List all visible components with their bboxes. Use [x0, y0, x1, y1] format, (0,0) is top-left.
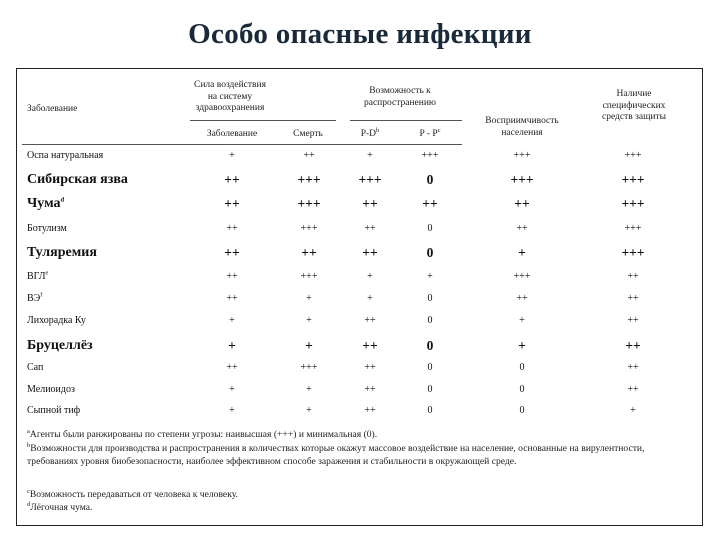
- score-cell: +: [427, 271, 433, 282]
- score-cell: +: [306, 384, 312, 395]
- score-cell: ++: [627, 315, 639, 326]
- score-cell: ++: [226, 293, 238, 304]
- footnote-text: Возможность передаваться от человека к человеку.: [29, 489, 238, 500]
- header-impact-death: Смерть: [293, 129, 323, 139]
- footnote: [27, 488, 697, 501]
- score-cell: +: [367, 293, 373, 304]
- footnote-marker: a: [27, 427, 30, 435]
- score-cell: 0: [427, 362, 433, 373]
- header-susceptibility: [462, 116, 582, 139]
- score-cell: +++: [300, 223, 318, 234]
- disease-name-text: Сыпной тиф: [27, 405, 81, 416]
- header-impact-line: здравоохранения: [195, 103, 265, 113]
- disease-name: [27, 271, 48, 282]
- page-title: Особо опасные инфекции: [188, 18, 532, 50]
- score-cell: +: [518, 338, 526, 353]
- disease-name: [27, 196, 64, 212]
- header-divider: [350, 120, 462, 121]
- disease-name: [27, 384, 75, 395]
- score-cell: 0: [426, 338, 434, 353]
- score-cell: +++: [300, 362, 318, 373]
- footnote-marker: b: [27, 441, 31, 449]
- footnote: [27, 428, 697, 441]
- score-cell: +: [306, 293, 312, 304]
- score-cell: +: [306, 315, 312, 326]
- header-divider: [190, 120, 336, 121]
- disease-name: [27, 172, 128, 188]
- score-cell: ++: [364, 362, 376, 373]
- score-cell: ++: [226, 362, 238, 373]
- header-spread-pd: [340, 126, 400, 141]
- footnote-marker: b: [376, 126, 380, 134]
- footnote-text: Возможности для производства и распространения в количествах которые окажут массовое воздействие на население, основанные на вирулентности, требованиях уровня биобезопасности, наиболее эффективном способе заражения и стабильности в окружающей среде.: [27, 443, 645, 468]
- score-cell: ++: [625, 338, 641, 353]
- score-cell: +: [228, 338, 236, 353]
- header-impact-group: [180, 80, 280, 115]
- score-cell: ++: [224, 172, 240, 187]
- header-spread-pp-text: P - P: [419, 129, 438, 139]
- score-cell: +: [229, 405, 235, 416]
- score-cell: 0: [519, 405, 525, 416]
- disease-name: [27, 315, 86, 326]
- footnote-marker: d: [27, 500, 31, 508]
- header-spread-pp: [400, 126, 460, 141]
- score-cell: +++: [624, 150, 642, 161]
- score-cell: +++: [513, 271, 531, 282]
- score-cell: 0: [519, 384, 525, 395]
- score-cell: +++: [621, 172, 645, 187]
- disease-name-text: Лихорадка Ку: [27, 315, 86, 326]
- score-cell: ++: [627, 384, 639, 395]
- score-cell: ++: [301, 245, 317, 260]
- score-cell: 0: [519, 362, 525, 373]
- score-cell: ++: [362, 338, 378, 353]
- footnote-marker: c: [27, 487, 30, 495]
- score-cell: +: [630, 405, 636, 416]
- footnote: [27, 442, 697, 469]
- disease-name-text: Сап: [27, 362, 44, 373]
- disease-name: [27, 223, 67, 234]
- disease-name: [27, 362, 43, 373]
- footnote-marker: c: [437, 126, 441, 134]
- score-cell: 0: [427, 223, 433, 234]
- disease-name-text: Бруцеллёз: [27, 338, 93, 353]
- header-spread-line: распространению: [363, 97, 437, 108]
- score-cell: +++: [421, 150, 439, 161]
- score-cell: +: [229, 150, 235, 161]
- score-cell: ++: [627, 271, 639, 282]
- score-cell: ++: [226, 271, 238, 282]
- score-cell: +: [306, 405, 312, 416]
- disease-name: [27, 150, 103, 161]
- disease-name-text: Туляремия: [27, 245, 97, 260]
- footnote-marker: e: [45, 269, 49, 277]
- header-susceptibility-line: Восприимчивость: [485, 116, 559, 126]
- score-cell: +++: [513, 150, 531, 161]
- score-cell: ++: [364, 223, 376, 234]
- header-impact-line: Сила воздействия: [194, 80, 266, 90]
- score-cell: ++: [224, 245, 240, 260]
- score-cell: +++: [297, 196, 321, 211]
- disease-name-text: Сибирская язва: [27, 172, 128, 187]
- score-cell: +++: [358, 172, 382, 187]
- header-impact-line: на систему: [207, 91, 253, 102]
- header-bottom-rule: [22, 144, 462, 145]
- score-cell: ++: [627, 362, 639, 373]
- disease-name: [27, 405, 80, 416]
- disease-name-text: Чума: [27, 196, 61, 211]
- score-cell: ++: [226, 223, 238, 234]
- score-cell: 0: [426, 245, 434, 260]
- footnote-text: Агенты были ранжированы по степени угрозы: наивысшая (+++) и минимальная (0).: [29, 429, 378, 440]
- score-cell: +++: [510, 172, 534, 187]
- disease-name-text: ВГЛ: [27, 271, 46, 282]
- score-cell: ++: [362, 245, 378, 260]
- disease-name-text: Мелиоидоз: [27, 384, 75, 395]
- score-cell: +: [229, 384, 235, 395]
- header-spread-line: Возможность к: [369, 86, 431, 96]
- score-cell: +: [519, 315, 525, 326]
- disease-name: [27, 245, 97, 261]
- score-cell: +: [367, 271, 373, 282]
- score-cell: 0: [426, 172, 434, 187]
- disease-name-text: Оспа натуральная: [27, 150, 104, 161]
- score-cell: ++: [364, 384, 376, 395]
- disease-name-text: Ботулизм: [27, 223, 67, 234]
- score-cell: ++: [516, 223, 528, 234]
- score-cell: +++: [297, 172, 321, 187]
- disease-name-text: ВЭ: [27, 293, 41, 304]
- score-cell: +: [229, 315, 235, 326]
- score-cell: +++: [621, 196, 645, 211]
- score-cell: ++: [224, 196, 240, 211]
- score-cell: +: [518, 245, 526, 260]
- header-protection-line: Наличие: [616, 89, 652, 99]
- score-cell: +: [367, 150, 373, 161]
- disease-name: [27, 293, 42, 304]
- header-protection: [580, 89, 688, 124]
- score-cell: +++: [624, 223, 642, 234]
- disease-name: [27, 338, 93, 354]
- score-cell: ++: [516, 293, 528, 304]
- header-protection-line: средств защиты: [601, 112, 667, 122]
- score-cell: ++: [627, 293, 639, 304]
- score-cell: +++: [621, 245, 645, 260]
- footnote: [27, 501, 697, 514]
- header-spread-pd-text: P-D: [360, 129, 377, 139]
- score-cell: ++: [303, 150, 315, 161]
- score-cell: ++: [362, 196, 378, 211]
- score-cell: 0: [427, 293, 433, 304]
- header-impact-disease: Заболевание: [206, 129, 258, 139]
- score-cell: 0: [427, 405, 433, 416]
- footnote-marker: d: [60, 196, 65, 204]
- score-cell: ++: [364, 405, 376, 416]
- score-cell: 0: [427, 315, 433, 326]
- score-cell: ++: [514, 196, 530, 211]
- score-cell: ++: [364, 315, 376, 326]
- header-spread-group: [340, 86, 460, 109]
- score-cell: 0: [427, 384, 433, 395]
- header-protection-line: специфических: [602, 100, 666, 111]
- footnote-text: Лёгочная чума.: [30, 502, 93, 513]
- score-cell: +: [305, 338, 313, 353]
- footnote-marker: f: [40, 291, 43, 299]
- score-cell: ++: [422, 196, 438, 211]
- header-susceptibility-line: населения: [501, 127, 543, 138]
- score-cell: +++: [300, 271, 318, 282]
- header-disease: Заболевание: [27, 104, 78, 114]
